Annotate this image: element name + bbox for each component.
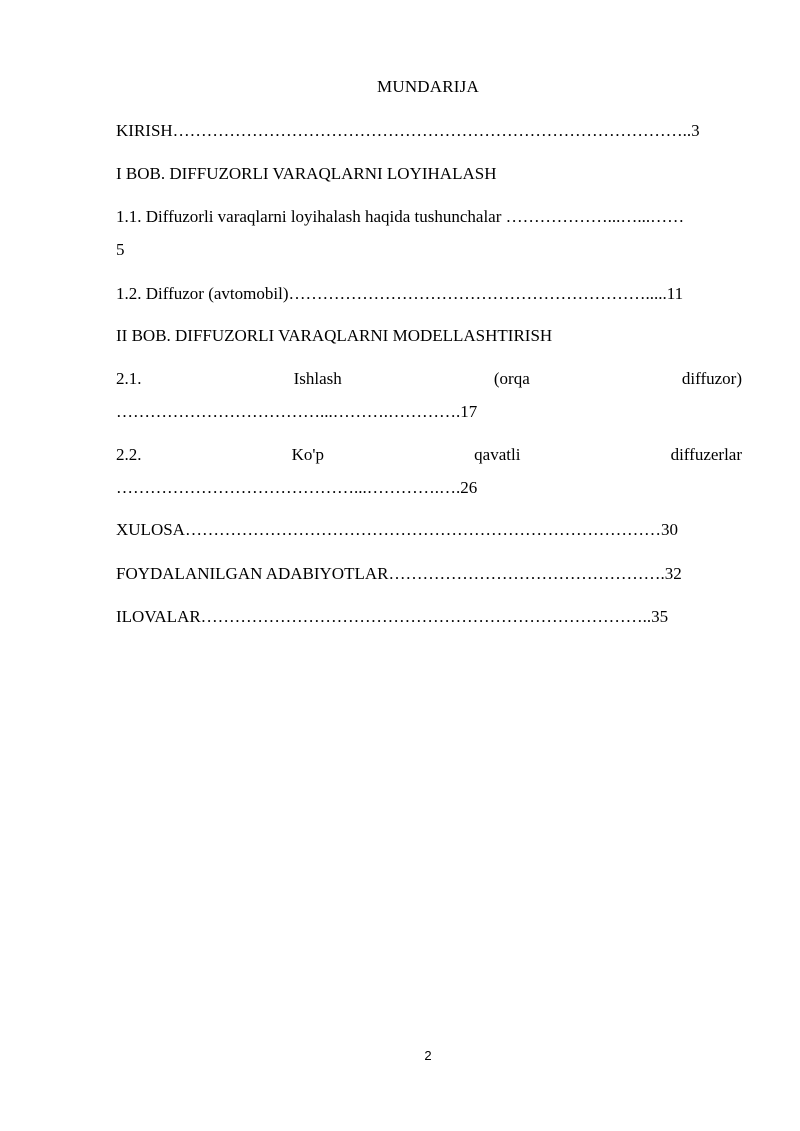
toc-entry-2-1-page: ………………………………...……….………….17 <box>116 402 478 421</box>
toc-entry-1-2: 1.2. Diffuzor (avtomobil)……………………………………………………….....11 <box>116 284 684 303</box>
toc-entry-kirish: KIRISH………………………………………………………………………………..3 <box>116 121 700 140</box>
toc-entry-2-1 <box>116 369 742 389</box>
toc-word: 2.2. <box>116 445 142 464</box>
toc-entry-foydalanilgan-adabiyotlar: FOYDALANILGAN ADABIYOTLAR………………………………………….32 <box>116 564 682 583</box>
toc-chapter-1: I BOB. DIFFUZORLI VARAQLARNI LOYIHALASH <box>116 164 497 183</box>
toc-entry-ilovalar: ILOVALAR……………………………………………………………………..35 <box>116 607 669 626</box>
toc-word: 2.1. <box>116 369 142 388</box>
toc-chapter-2: II BOB. DIFFUZORLI VARAQLARNI MODELLASHTIRISH <box>116 326 553 345</box>
toc-word: Ko'p <box>291 445 324 464</box>
toc-word: qavatli <box>474 445 521 464</box>
toc-word: Ishlash <box>293 369 342 388</box>
toc-entry-2-2 <box>116 445 742 465</box>
toc-entry-2-2-page: ……………………………………...………….….26 <box>116 478 478 497</box>
toc-entry-xulosa: XULOSA…………………………………………………………………………30 <box>116 520 678 539</box>
page-title: MUNDARIJA <box>377 77 479 96</box>
toc-entry-1-1-page: 5 <box>116 240 125 259</box>
toc-word: diffuzerlar <box>670 445 742 464</box>
toc-word: (orqa <box>493 369 530 388</box>
toc-entry-1-1: 1.1. Diffuzorli varaqlarni loyihalash haqida tushunchalar ………………...…...…… <box>116 207 685 226</box>
toc-word: diffuzor) <box>681 369 742 388</box>
page-number: 2 <box>424 1048 432 1063</box>
